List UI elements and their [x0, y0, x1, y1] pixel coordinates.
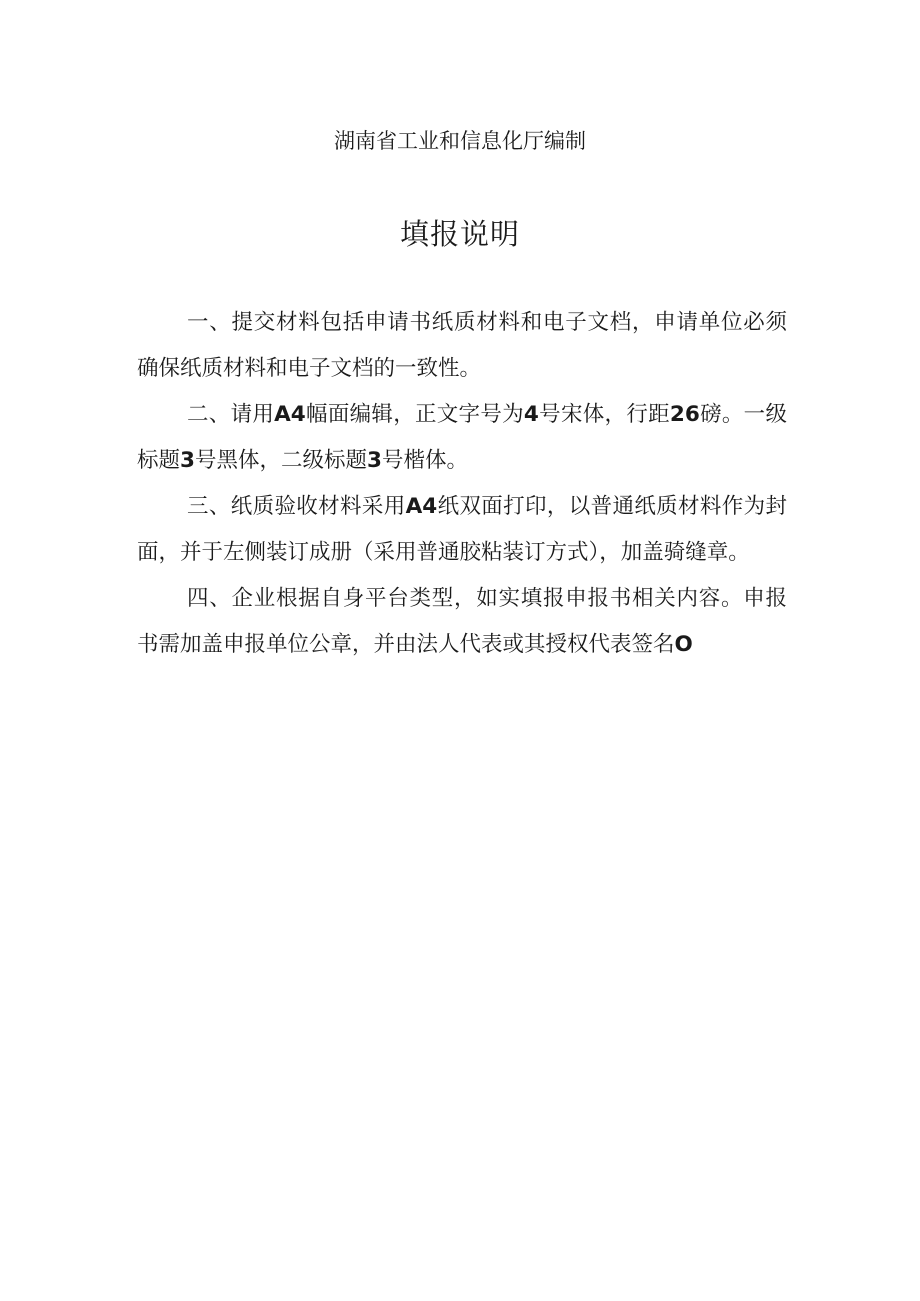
- text-segment: 号宋体，行距: [538, 402, 670, 427]
- text-segment: 号楷体。: [381, 448, 468, 473]
- text-segment: 三、纸质验收材料采用: [187, 494, 406, 519]
- text-segment: 一、提交材料包括申请书纸质材料和电子文档，申请单位必须确保纸质材料和电子文档的一致性。: [137, 310, 787, 381]
- bold-text-segment: 26: [669, 402, 700, 427]
- instruction-paragraph-2: [137, 392, 787, 484]
- bold-text-segment: O: [674, 632, 693, 657]
- instruction-paragraph-3: [137, 484, 787, 576]
- text-segment: 纸双面打印，以普通纸质材料作为封面，并于左侧装订成册（采用普通胶粘装订方式），加盖骑缝章。: [137, 494, 787, 565]
- text-segment: 磅。一级标题: [137, 402, 787, 473]
- instruction-paragraph-1: [137, 300, 787, 392]
- bold-text-segment: A4: [405, 494, 438, 519]
- bold-text-segment: 3: [180, 448, 195, 473]
- instruction-paragraph-4: [137, 576, 787, 668]
- bold-text-segment: 4: [523, 402, 539, 427]
- text-segment: 号黑体，二级标题: [194, 448, 367, 473]
- text-segment: 二、请用: [187, 402, 275, 427]
- page-title: 填报说明: [399, 217, 520, 251]
- text-segment: 幅面编辑，正文字号为: [305, 402, 524, 427]
- bold-text-segment: 3: [367, 448, 382, 473]
- text-segment: 四、企业根据自身平台类型，如实填报申报书相关内容。申报书需加盖申报单位公章，并由法人代表或其授权代表签名: [137, 586, 787, 657]
- bold-text-segment: A4: [274, 402, 306, 427]
- instructions-body: [137, 300, 787, 668]
- issuing-organization: 湖南省工业和信息化厅编制: [334, 129, 586, 153]
